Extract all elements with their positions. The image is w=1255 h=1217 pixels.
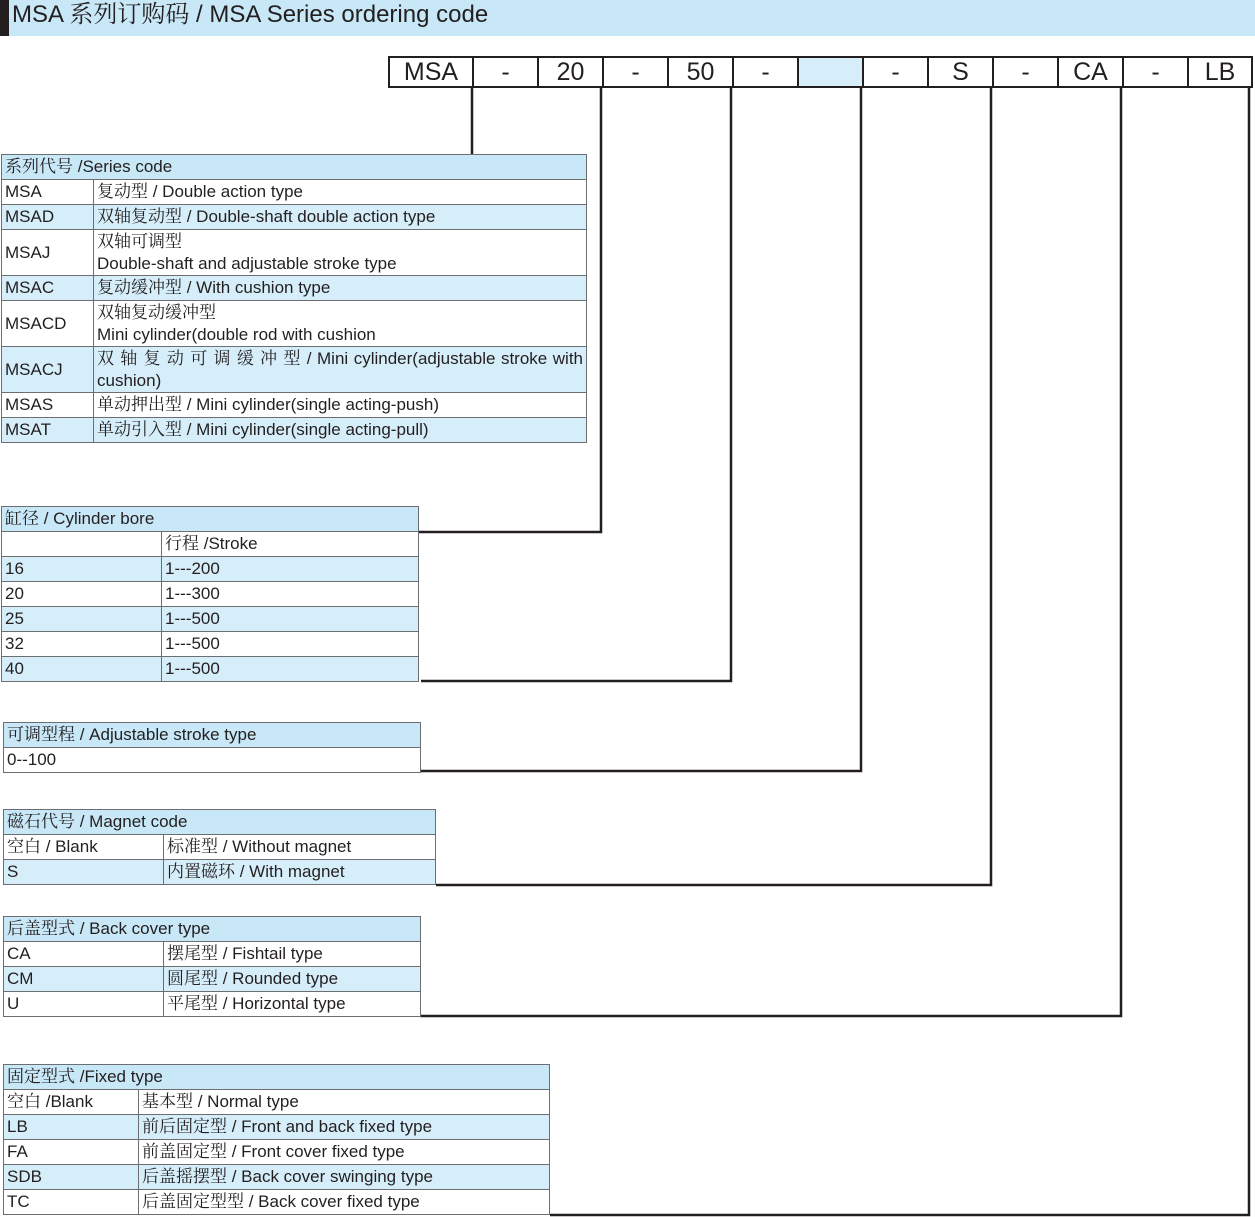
fixed-code: LB xyxy=(4,1115,139,1140)
magnet-code: 空白 / Blank xyxy=(4,835,164,860)
code-separator: - xyxy=(732,56,799,88)
fixed-code: TC xyxy=(4,1190,139,1215)
series-desc-cell xyxy=(94,301,587,347)
cover-desc: 圆尾型 / Rounded type xyxy=(164,967,421,992)
series-code-table xyxy=(1,154,587,443)
series-desc-line2: Double-shaft and adjustable stroke type xyxy=(97,253,397,273)
series-desc: 复动缓冲型 / With cushion type xyxy=(94,276,587,301)
stroke-range: 1---500 xyxy=(162,632,419,657)
magnet-table-header: 磁石代号 / Magnet code xyxy=(4,810,436,835)
series-desc-line2: cushion) xyxy=(97,370,162,390)
cylinder-bore-table xyxy=(1,506,419,682)
adjust-range: 0--100 xyxy=(4,748,421,773)
code-stroke: 50 xyxy=(667,56,734,88)
code-bore: 20 xyxy=(537,56,604,88)
cover-code: U xyxy=(4,992,164,1017)
fixed-desc: 后盖固定型型 / Back cover fixed type xyxy=(139,1190,550,1215)
magnet-code-table xyxy=(3,809,436,885)
bore-value: 40 xyxy=(2,657,162,682)
code-series: MSA xyxy=(388,56,474,88)
bore-value: 16 xyxy=(2,557,162,582)
code-separator: - xyxy=(992,56,1059,88)
series-code: MSAC xyxy=(2,276,94,301)
cover-code: CA xyxy=(4,942,164,967)
fixed-table-header: 固定型式 /Fixed type xyxy=(4,1065,550,1090)
back-cover-table xyxy=(3,916,421,1017)
series-desc: 复动型 / Double action type xyxy=(94,180,587,205)
series-desc: 单动押出型 / Mini cylinder(single acting-push) xyxy=(94,393,587,418)
cover-table-header: 后盖型式 / Back cover type xyxy=(4,917,421,942)
stroke-range: 1---500 xyxy=(162,607,419,632)
adjust-table-header: 可调型程 / Adjustable stroke type xyxy=(4,723,421,748)
cover-code: CM xyxy=(4,967,164,992)
magnet-code: S xyxy=(4,860,164,885)
fixed-code: 空白 /Blank xyxy=(4,1090,139,1115)
code-separator: - xyxy=(1122,56,1189,88)
fixed-desc: 基本型 / Normal type xyxy=(139,1090,550,1115)
code-separator: - xyxy=(862,56,929,88)
cover-desc: 摆尾型 / Fishtail type xyxy=(164,942,421,967)
series-desc-cell xyxy=(94,347,587,393)
series-desc: 双轴复动型 / Double-shaft double action type xyxy=(94,205,587,230)
series-code: MSAT xyxy=(2,418,94,443)
fixed-desc: 前盖固定型 / Front cover fixed type xyxy=(139,1140,550,1165)
magnet-desc: 标准型 / Without magnet xyxy=(164,835,436,860)
adjustable-stroke-table xyxy=(3,722,421,773)
stroke-range: 1---200 xyxy=(162,557,419,582)
series-table-header: 系列代号 /Series code xyxy=(2,155,587,180)
bore-value: 20 xyxy=(2,582,162,607)
bore-subheader-blank xyxy=(2,532,162,557)
bore-table-header: 缸径 / Cylinder bore xyxy=(2,507,419,532)
fixed-code: SDB xyxy=(4,1165,139,1190)
series-code: MSAS xyxy=(2,393,94,418)
series-code: MSA xyxy=(2,180,94,205)
series-desc-cell xyxy=(94,230,587,276)
magnet-desc: 内置磁环 / With magnet xyxy=(164,860,436,885)
connector-fixed xyxy=(550,88,1249,1215)
stroke-range: 1---500 xyxy=(162,657,419,682)
series-code: MSAJ xyxy=(2,230,94,276)
series-desc: 双轴可调型 xyxy=(97,231,182,251)
code-separator: - xyxy=(602,56,669,88)
code-magnet: S xyxy=(927,56,994,88)
bore-value: 25 xyxy=(2,607,162,632)
series-desc: 单动引入型 / Mini cylinder(single acting-pull) xyxy=(94,418,587,443)
fixed-desc: 后盖摇摆型 / Back cover swinging type xyxy=(139,1165,550,1190)
stroke-range: 1---300 xyxy=(162,582,419,607)
series-code: MSAD xyxy=(2,205,94,230)
fixed-code: FA xyxy=(4,1140,139,1165)
fixed-type-table xyxy=(3,1064,550,1215)
series-desc: 双轴复动缓冲型 xyxy=(97,302,216,322)
stroke-subheader: 行程 /Stroke xyxy=(162,532,419,557)
bore-value: 32 xyxy=(2,632,162,657)
cover-desc: 平尾型 / Horizontal type xyxy=(164,992,421,1017)
series-code: MSACD xyxy=(2,301,94,347)
series-desc: 双 轴 复 动 可 调 缓 冲 型 / Mini cylinder(adjustable stroke with xyxy=(97,348,583,368)
code-cover: CA xyxy=(1057,56,1124,88)
series-desc-line2: Mini cylinder(double rod with cushion xyxy=(97,324,376,344)
page-title: MSA 系列订购码 / MSA Series ordering code xyxy=(12,1,489,28)
series-code: MSACJ xyxy=(2,347,94,393)
fixed-desc: 前后固定型 / Front and back fixed type xyxy=(139,1115,550,1140)
code-separator: - xyxy=(472,56,539,88)
code-fixed: LB xyxy=(1187,56,1253,88)
